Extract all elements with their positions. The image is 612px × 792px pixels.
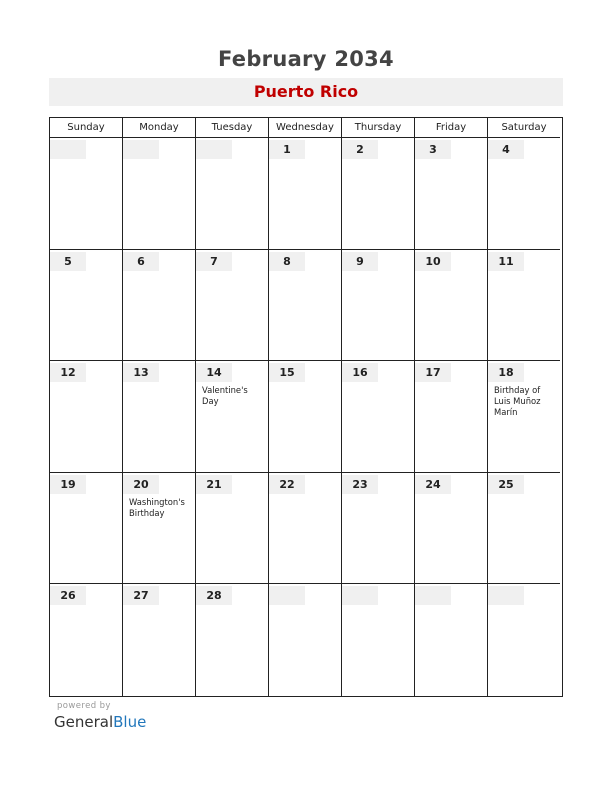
day-cell[interactable] <box>415 250 488 362</box>
day-number: 3 <box>415 140 451 159</box>
weekday-header-thursday: Thursday <box>342 118 415 138</box>
day-number: 4 <box>488 140 524 159</box>
day-number: 17 <box>415 363 451 382</box>
day-number: 5 <box>50 252 86 271</box>
day-number: 24 <box>415 475 451 494</box>
day-cell[interactable] <box>488 250 560 362</box>
calendar-grid <box>49 117 563 697</box>
day-number: 16 <box>342 363 378 382</box>
day-cell[interactable] <box>123 473 196 585</box>
brand-logo[interactable] <box>54 713 146 731</box>
day-cell[interactable] <box>342 361 415 473</box>
day-number: 28 <box>196 586 232 605</box>
day-number: 20 <box>123 475 159 494</box>
day-number: 6 <box>123 252 159 271</box>
page-title: February 2034 <box>218 47 394 71</box>
day-number: 2 <box>342 140 378 159</box>
day-number <box>123 140 159 159</box>
day-cell[interactable] <box>342 250 415 362</box>
day-cell[interactable] <box>488 361 560 473</box>
day-number: 7 <box>196 252 232 271</box>
day-cell[interactable] <box>123 584 196 696</box>
day-cell[interactable] <box>196 473 269 585</box>
holiday-label: Birthday of Luis Muñoz Marín <box>494 385 541 418</box>
day-number: 14 <box>196 363 232 382</box>
weekday-header-sunday: Sunday <box>50 118 123 138</box>
day-cell[interactable] <box>196 584 269 696</box>
day-number <box>269 586 305 605</box>
day-number: 12 <box>50 363 86 382</box>
day-cell[interactable] <box>50 361 123 473</box>
weekday-header-monday: Monday <box>123 118 196 138</box>
day-number: 8 <box>269 252 305 271</box>
day-cell[interactable] <box>269 138 342 250</box>
day-number: 18 <box>488 363 524 382</box>
day-cell[interactable] <box>488 473 560 585</box>
day-cell[interactable] <box>269 361 342 473</box>
day-number <box>415 586 451 605</box>
day-cell[interactable] <box>415 138 488 250</box>
day-number <box>488 586 524 605</box>
brand-name-part2: Blue <box>113 713 147 731</box>
country-name: Puerto Rico <box>253 82 359 101</box>
day-number: 22 <box>269 475 305 494</box>
weekday-header-friday: Friday <box>415 118 488 138</box>
day-number: 19 <box>50 475 86 494</box>
brand-name-part1: General <box>54 713 114 731</box>
day-number: 15 <box>269 363 305 382</box>
day-number: 26 <box>50 586 86 605</box>
empty-day-cell <box>123 138 196 250</box>
empty-day-cell <box>50 138 123 250</box>
day-cell[interactable] <box>123 250 196 362</box>
day-cell[interactable] <box>415 473 488 585</box>
day-cell[interactable] <box>50 473 123 585</box>
day-cell[interactable] <box>342 473 415 585</box>
day-number: 9 <box>342 252 378 271</box>
day-cell[interactable] <box>415 361 488 473</box>
day-cell[interactable] <box>50 584 123 696</box>
day-number <box>196 140 232 159</box>
holiday-label: Valentine's Day <box>202 385 248 407</box>
day-number: 25 <box>488 475 524 494</box>
day-cell[interactable] <box>488 138 560 250</box>
day-number <box>50 140 86 159</box>
day-cell[interactable] <box>342 138 415 250</box>
empty-day-cell <box>342 584 415 696</box>
day-number: 23 <box>342 475 378 494</box>
weekday-header-saturday: Saturday <box>488 118 560 138</box>
empty-day-cell <box>488 584 560 696</box>
weekday-header-wednesday: Wednesday <box>269 118 342 138</box>
powered-by-text: powered by <box>57 701 111 711</box>
day-cell[interactable] <box>196 250 269 362</box>
day-number: 27 <box>123 586 159 605</box>
day-number: 13 <box>123 363 159 382</box>
day-cell[interactable] <box>123 361 196 473</box>
day-cell[interactable] <box>196 361 269 473</box>
day-cell[interactable] <box>269 250 342 362</box>
empty-day-cell <box>415 584 488 696</box>
day-cell[interactable] <box>50 250 123 362</box>
empty-day-cell <box>196 138 269 250</box>
empty-day-cell <box>269 584 342 696</box>
day-number: 1 <box>269 140 305 159</box>
holiday-label: Washington's Birthday <box>129 496 185 518</box>
weekday-header-tuesday: Tuesday <box>196 118 269 138</box>
day-number: 11 <box>488 252 524 271</box>
country-banner <box>49 78 563 106</box>
day-number: 10 <box>415 252 451 271</box>
day-number <box>342 586 378 605</box>
day-number: 21 <box>196 475 232 494</box>
day-cell[interactable] <box>269 473 342 585</box>
